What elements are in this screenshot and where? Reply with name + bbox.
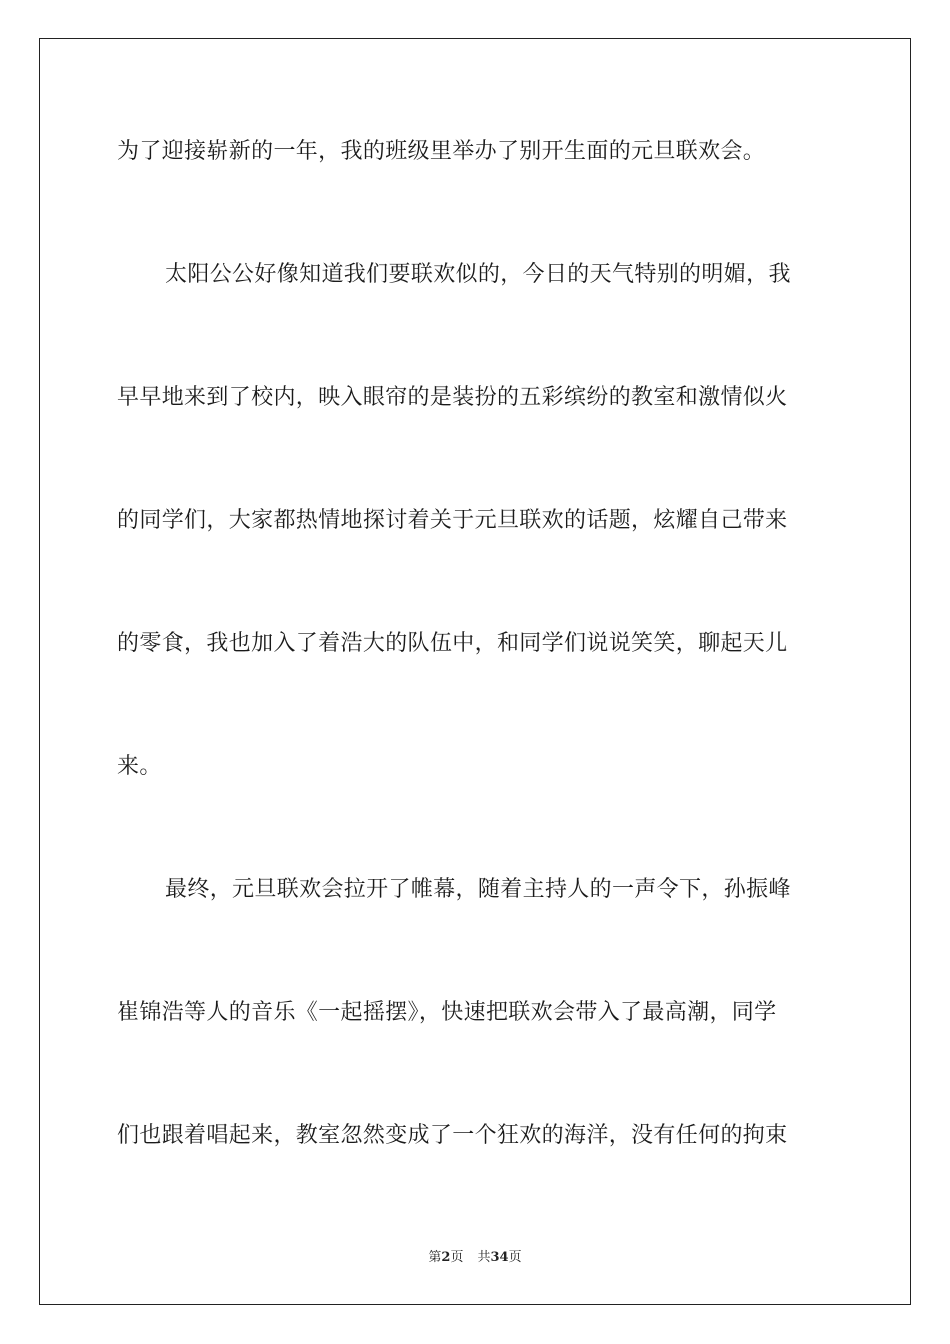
text-line-3: 早早地来到了校内，映入眼帘的是装扮的五彩缤纷的教室和激情似火 (117, 385, 788, 410)
total-pages: 34 (490, 1250, 509, 1265)
total-suffix: 页 (508, 1250, 522, 1265)
text-line-9: 们也跟着唱起来，教室忽然变成了一个狂欢的海洋，没有任何的拘束 (117, 1123, 788, 1148)
text-line-6: 来。 (117, 754, 162, 779)
total-prefix: 共 (477, 1250, 491, 1265)
text-line-4: 的同学们，大家都热情地探讨着关于元旦联欢的话题，炫耀自己带来 (117, 508, 788, 533)
text-line-7: 最终，元旦联欢会拉开了帷幕，随着主持人的一声令下，孙振峰 (165, 877, 791, 902)
text-line-2: 太阳公公好像知道我们要联欢似的，今日的天气特别的明媚，我 (165, 262, 791, 287)
text-line-1: 为了迎接崭新的一年，我的班级里举办了别开生面的元旦联欢会。 (117, 139, 766, 164)
page-border (39, 38, 911, 1305)
page-footer (0, 1246, 950, 1265)
page-number: 2 (441, 1250, 451, 1265)
page-prefix: 第 (428, 1250, 442, 1265)
text-line-5: 的零食，我也加入了着浩大的队伍中，和同学们说说笑笑，聊起天儿 (117, 631, 788, 656)
page-suffix: 页 (450, 1250, 464, 1265)
text-line-8: 崔锦浩等人的音乐《一起摇摆》，快速把联欢会带入了最高潮，同学 (117, 1000, 777, 1025)
